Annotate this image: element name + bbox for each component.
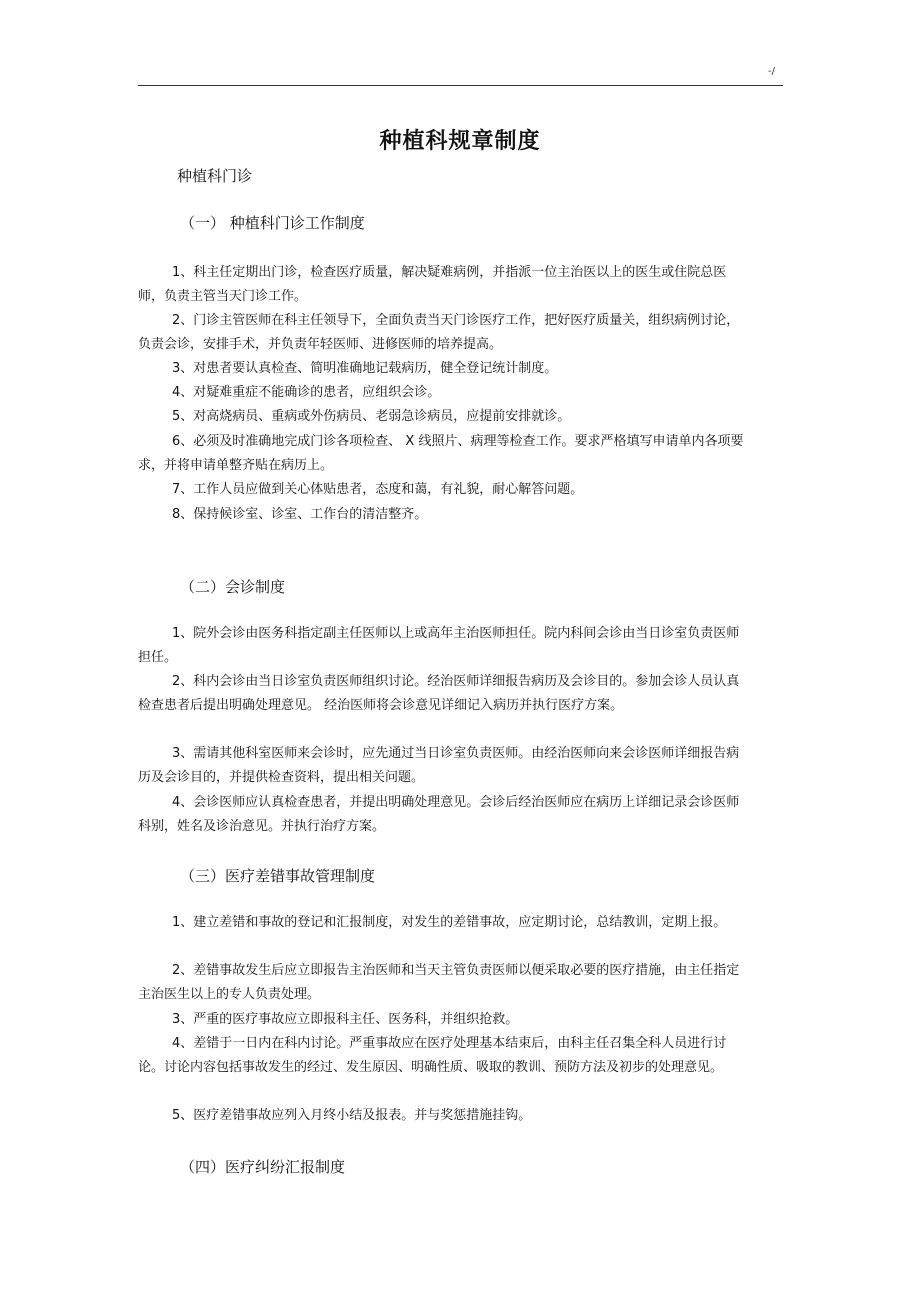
section-2-para-2: 2、科内会诊由当日诊室负责医师组织讨论。经治医师详细报告病历及会诊目的。参加会诊人员认真检查患者后提出明确处理意见。 经治医师将会诊意见详细记入病历并执行医疗方案。 <box>138 674 740 713</box>
section-1-para-6: 6、必须及时准确地完成门诊各项检查、 X 线照片、病理等检查工作。要求严格填写申请单内各项要求，并将申请单整齐贴在病历上。 <box>138 434 744 473</box>
section-1-heading: （一） 种植科门诊工作制度 <box>180 214 365 232</box>
section-3-para-2: 2、差错事故发生后应立即报告主治医师和当天主管负责医师以便采取必要的医疗措施，由主任指定主治医生以上的专人负责处理。 <box>138 963 740 1002</box>
section-3-heading: （三）医疗差错事故管理制度 <box>180 867 376 885</box>
section-3-para-1: 1、建立差错和事故的登记和汇报制度，对发生的差错事故，应定期讨论，总结教训，定期上报。 <box>172 915 727 930</box>
section-2-para-3: 3、需请其他科室医师来会诊时，应先通过当日诊室负责医师。由经治医师向来会诊医师详细报告病历及会诊目的，并提供检查资料，提出相关问题。 <box>138 746 740 785</box>
section-1-para-2: 2、门诊主管医师在科主任领导下，全面负责当天门诊医疗工作，把好医疗质量关，组织病例讨论，负责会诊，安排手术，并负责年轻医师、进修医师的培养提高。 <box>138 313 740 352</box>
section-1-para-1: 1、科主任定期出门诊，检查医疗质量，解决疑难病例，并指派一位主治医以上的医生或住院总医师，负责主管当天门诊工作。 <box>138 265 727 304</box>
section-2-heading: （二）会诊制度 <box>180 578 286 596</box>
header-rule <box>138 85 783 86</box>
document-subtitle: 种植科门诊 <box>177 167 253 185</box>
section-1-para-8: 8、保持候诊室、诊室、工作台的清洁整齐。 <box>172 507 428 522</box>
section-2-para-4: 4、会诊医师应认真检查患者，并提出明确处理意见。会诊后经治医师应在病历上详细记录会诊医师科别，姓名及诊治意见。并执行治疗方案。 <box>138 795 740 834</box>
section-3-para-4: 4、差错于一日内在科内讨论。严重事故应在医疗处理基本结束后，由科主任召集全科人员进行讨论。讨论内容包括事故发生的经过、发生原因、明确性质、吸取的教训、预防方法及初步的处理意见。 <box>138 1036 727 1075</box>
section-1-para-7: 7、工作人员应做到关心体贴患者，态度和蔼，有礼貌，耐心解答问题。 <box>172 482 584 497</box>
section-4-heading: （四）医疗纠纷汇报制度 <box>180 1158 346 1176</box>
section-2-para-1: 1、院外会诊由医务科指定副主任医师以上或高年主治医师担任。院内科间会诊由当日诊室负责医师担任。 <box>138 626 740 665</box>
section-1-para-3: 3、对患者要认真检查、简明准确地记载病历，健全登记统计制度。 <box>172 361 558 376</box>
section-1-para-4: 4、对疑难重症不能确诊的患者，应组织会诊。 <box>172 385 441 400</box>
document-title: 种植科规章制度 <box>379 129 541 154</box>
section-3-para-5: 5、医疗差错事故应列入月终小结及报表。并与奖惩措施挂钩。 <box>172 1108 532 1123</box>
page-mark: -/ <box>768 66 775 77</box>
section-3-para-3: 3、严重的医疗事故应立即报科主任、医务科，并组织抢救。 <box>172 1012 519 1027</box>
section-1-para-5: 5、对高烧病员、重病或外伤病员、老弱急诊病员，应提前安排就诊。 <box>172 409 571 424</box>
